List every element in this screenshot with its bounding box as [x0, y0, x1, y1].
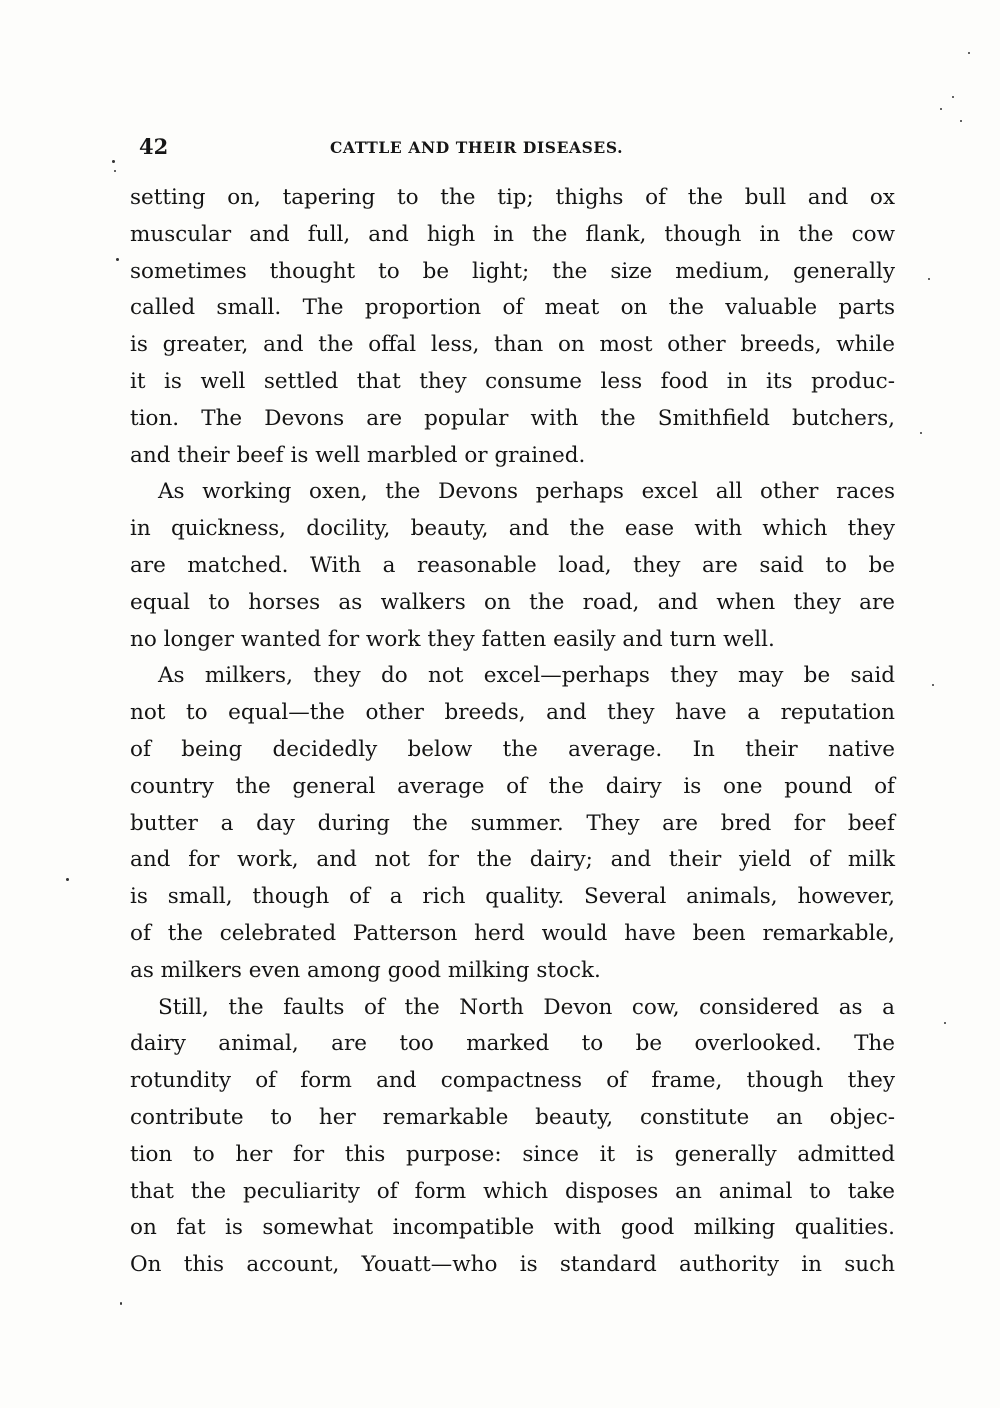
text-line: tion. The Devons are popular with the Smithfield butchers, — [130, 405, 895, 431]
text-line: On this account, Youatt—who is standard authority in such — [130, 1252, 895, 1278]
text-line: and their beef is well marbled or grained. — [130, 442, 586, 468]
text-line: and for work, and not for the dairy; and their yield of milk — [130, 847, 895, 873]
paragraph — [130, 658, 895, 989]
scan-speck — [116, 258, 119, 261]
text-line: on fat is somewhat incompatible with good milking qualities. — [130, 1215, 895, 1241]
paragraph — [130, 180, 895, 474]
text-line: of the celebrated Patterson herd would have been remarkable, — [130, 920, 895, 946]
text-line: is greater, and the offal less, than on most other breeds, while — [130, 332, 895, 358]
text-line: setting on, tapering to the tip; thighs of the bull and ox — [130, 185, 895, 210]
text-line: country the general average of the dairy is one pound of — [130, 773, 895, 799]
scan-speck — [968, 52, 970, 54]
text-line: that the peculiarity of form which disposes an animal to take — [130, 1178, 895, 1204]
text-line: dairy animal, are too marked to be overlooked. The — [130, 1031, 895, 1057]
text-line: contribute to her remarkable beauty, constitute an objec- — [130, 1104, 895, 1130]
running-head — [139, 134, 699, 160]
scan-speck — [920, 432, 922, 434]
text-line: sometimes thought to be light; the size medium, generally — [130, 258, 895, 284]
text-line: is small, though of a rich quality. Several animals, however, — [130, 884, 895, 910]
text-line: are matched. With a reasonable load, they are said to be — [130, 552, 895, 578]
scan-speck — [952, 96, 954, 98]
text-line: called small. The proportion of meat on the valuable parts — [130, 295, 895, 321]
scan-speck — [932, 684, 934, 686]
scan-speck — [960, 120, 962, 122]
text-line: tion to her for this purpose: since it is generally admitted — [130, 1141, 895, 1167]
page-number: 42 — [139, 134, 169, 159]
text-line: it is well settled that they consume less food in its produc- — [130, 368, 895, 394]
text-line: not to equal—the other breeds, and they have a reputation — [130, 700, 895, 726]
scan-speck — [944, 1022, 946, 1024]
text-line: rotundity of form and compactness of frame, though they — [130, 1068, 895, 1094]
text-line: As working oxen, the Devons perhaps excel all other races — [158, 479, 895, 505]
text-line: no longer wanted for work they fatten easily and turn well. — [130, 626, 775, 652]
text-line: butter a day during the summer. They are bred for beef — [130, 810, 895, 836]
scan-speck — [66, 878, 69, 881]
text-line: As milkers, they do not excel—perhaps they may be said — [158, 663, 895, 689]
scan-speck — [112, 160, 115, 163]
text-line: muscular and full, and high in the flank, though in the cow — [130, 221, 895, 247]
running-title: CATTLE AND THEIR DISEASES. — [330, 138, 624, 157]
text-line: in quickness, docility, beauty, and the ease with which they — [130, 516, 895, 542]
paragraph — [130, 990, 895, 1284]
text-line: equal to horses as walkers on the road, and when they are — [130, 589, 895, 615]
text-line: Still, the faults of the North Devon cow, considered as a — [158, 994, 895, 1020]
body-text — [130, 180, 895, 1284]
scan-speck — [928, 278, 930, 280]
scan-speck — [114, 170, 116, 172]
scan-speck — [120, 1302, 122, 1305]
text-line: as milkers even among good milking stock. — [130, 957, 601, 983]
text-line: of being decidedly below the average. In their native — [130, 736, 895, 762]
paragraph — [130, 474, 895, 658]
scan-speck — [940, 108, 942, 110]
